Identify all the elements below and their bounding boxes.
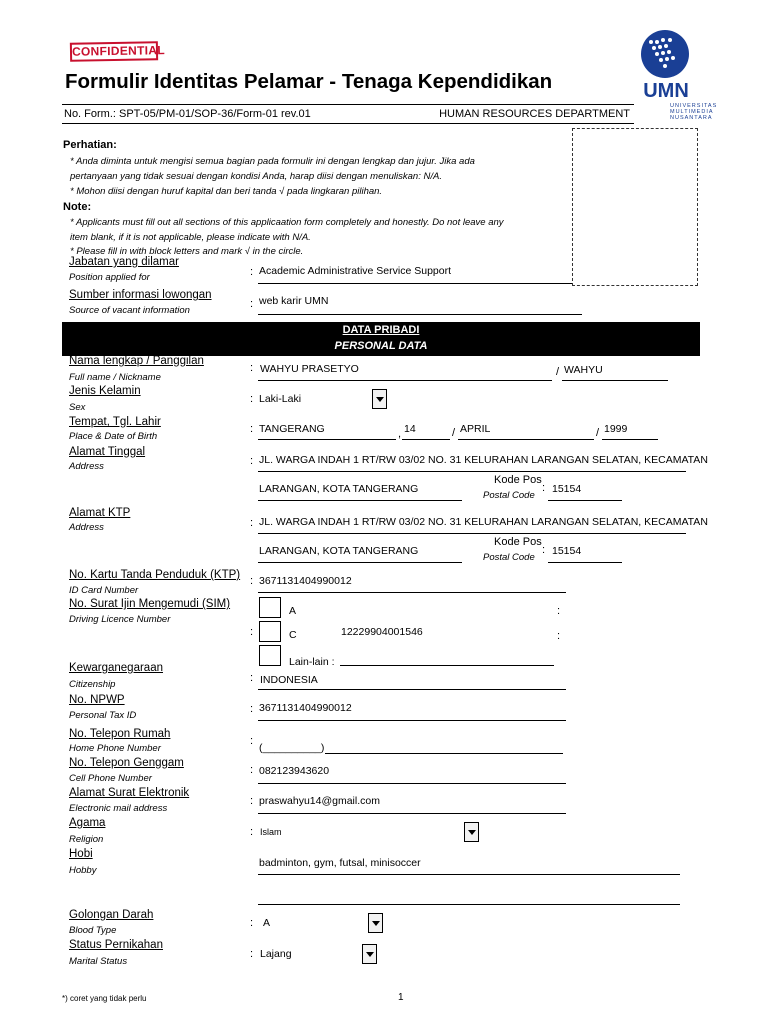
colon: :	[250, 266, 254, 278]
colon: :	[250, 626, 254, 638]
colon: :	[250, 393, 254, 405]
colon: :	[250, 917, 254, 929]
underline	[258, 500, 462, 501]
colon: :	[542, 482, 546, 494]
ktp-address-line1-value[interactable]: JL. WARGA INDAH 1 RT/RW 03/02 NO. 31 KELURAHAN LARANGAN SELATAN, KECAMATAN	[259, 516, 708, 528]
colon: :	[250, 764, 254, 776]
position-label: Jabatan yang dilamar	[69, 256, 179, 268]
blood-type-dropdown[interactable]	[368, 913, 383, 933]
colon: :	[557, 630, 561, 642]
umn-logo-icon	[641, 30, 689, 78]
source-label: Sumber informasi lowongan	[69, 289, 212, 301]
sim-other-checkbox[interactable]	[259, 645, 281, 666]
sim-sublabel: Driving Licence Number	[69, 614, 171, 625]
postal-code-label: Kode Pos	[494, 536, 542, 548]
colon: :	[250, 826, 254, 838]
colon: :	[250, 575, 254, 587]
postal-code-sublabel: Postal Code	[483, 552, 535, 563]
citizenship-value[interactable]: INDONESIA	[260, 674, 318, 686]
underline	[258, 592, 566, 593]
home-phone-value[interactable]: (__________)	[259, 742, 325, 754]
underline	[258, 904, 680, 905]
citizenship-sublabel: Citizenship	[69, 679, 116, 690]
npwp-value[interactable]: 3671131404990012	[259, 702, 352, 714]
cell-phone-sublabel: Cell Phone Number	[69, 773, 152, 784]
marital-status-dropdown[interactable]	[362, 944, 377, 964]
perhatian-title: Perhatian:	[63, 139, 117, 151]
sex-value: Laki-Laki	[259, 393, 302, 405]
confidential-stamp: CONFIDENTIAL	[70, 41, 158, 62]
underline	[258, 471, 686, 472]
underline	[258, 720, 566, 721]
underline	[258, 314, 582, 315]
section-header-personal-data	[62, 322, 700, 356]
colon: :	[250, 703, 254, 715]
note-line: item blank, if it is not applicable, please indicate with N/A.	[70, 232, 311, 243]
form-number-bar	[62, 104, 634, 124]
footer-note: *) coret yang tidak perlu	[62, 994, 147, 1003]
religion-dropdown[interactable]	[464, 822, 479, 842]
underline	[548, 500, 622, 501]
underline	[258, 439, 396, 440]
section-subtitle: PERSONAL DATA	[334, 340, 428, 352]
umn-logo-subtitle: UNIVERSITAS MULTIMEDIA NUSANTARA	[670, 103, 718, 121]
sim-label: No. Surat Ijin Mengemudi (SIM)	[69, 598, 231, 610]
ktp-label: No. Kartu Tanda Penduduk (KTP)	[69, 569, 241, 581]
umn-logo-text: UMN	[643, 80, 689, 102]
postal-code-label: Kode Pos	[494, 474, 542, 486]
section-title: DATA PRIBADI	[342, 324, 420, 336]
slash: /	[556, 366, 560, 378]
page-number: 1	[398, 992, 404, 1003]
address-label: Alamat Tinggal	[69, 446, 146, 458]
address-line1-value[interactable]: JL. WARGA INDAH 1 RT/RW 03/02 NO. 31 KELURAHAN LARANGAN SELATAN, KECAMATAN	[259, 454, 708, 466]
perhatian-line: * Anda diminta untuk mengisi semua bagian pada formulir ini dengan lengkap dan jujur. Jika ada	[70, 156, 475, 167]
colon: :	[250, 423, 254, 435]
name-sublabel: Full name / Nickname	[69, 372, 161, 383]
birth-year-value[interactable]: 1999	[604, 423, 628, 435]
marital-status-value: Lajang	[260, 948, 292, 960]
position-sublabel: Position applied for	[69, 272, 150, 283]
cell-phone-value[interactable]: 082123943620	[259, 765, 330, 777]
colon: :	[250, 455, 254, 467]
comma: ,	[398, 428, 402, 440]
underline	[258, 380, 552, 381]
sim-c-checkbox[interactable]	[259, 621, 281, 642]
sim-other-label: Lain-lain :	[289, 656, 335, 668]
blood-type-value: A	[263, 917, 271, 929]
colon: :	[557, 605, 561, 617]
cell-phone-label: No. Telepon Genggam	[69, 757, 184, 769]
colon: :	[542, 544, 546, 556]
slash: /	[452, 427, 456, 439]
hobby-sublabel: Hobby	[69, 865, 97, 876]
address-sublabel: Address	[69, 461, 104, 472]
sim-c-label: C	[289, 629, 297, 641]
blood-type-label: Golongan Darah	[69, 909, 154, 921]
marital-status-label: Status Pernikahan	[69, 939, 163, 951]
underline	[548, 562, 622, 563]
underline	[340, 665, 554, 666]
sim-a-label: A	[289, 605, 297, 617]
birth-day-value[interactable]: 14	[404, 423, 416, 435]
note-title: Note:	[63, 201, 92, 213]
slash: /	[596, 427, 600, 439]
full-name-value[interactable]: WAHYU PRASETYO	[260, 363, 359, 375]
underline	[258, 283, 572, 284]
photo-placeholder[interactable]	[572, 128, 698, 286]
ktp-sublabel: ID Card Number	[69, 585, 139, 596]
email-label: Alamat Surat Elektronik	[69, 787, 190, 799]
ktp-address-sublabel: Address	[69, 522, 104, 533]
npwp-sublabel: Personal Tax ID	[69, 710, 137, 721]
birth-place-value[interactable]: TANGERANG	[259, 423, 325, 435]
perhatian-line: pertanyaan yang tidak sesuai dengan kondisi Anda, harap diisi dengan menuliskan: N/A.	[70, 171, 442, 182]
department-name: HUMAN RESOURCES DEPARTMENT	[439, 108, 630, 120]
page-title: Formulir Identitas Pelamar - Tenaga Kependidikan	[65, 70, 553, 93]
home-phone-label: No. Telepon Rumah	[69, 728, 171, 740]
position-value[interactable]: Academic Administrative Service Support	[259, 265, 451, 277]
colon: :	[250, 795, 254, 807]
citizenship-label: Kewarganegaraan	[69, 662, 163, 674]
religion-value: Islam	[260, 827, 282, 837]
source-sublabel: Source of vacant information	[69, 305, 190, 316]
underline	[402, 439, 450, 440]
birth-sublabel: Place & Date of Birth	[69, 431, 158, 442]
address-line2-value[interactable]: LARANGAN, KOTA TANGERANG	[259, 483, 419, 495]
underline	[258, 689, 566, 690]
underline	[458, 439, 594, 440]
marital-status-sublabel: Marital Status	[69, 956, 128, 967]
underline	[258, 783, 566, 784]
blood-type-sublabel: Blood Type	[69, 925, 117, 936]
underline	[258, 562, 462, 563]
colon: :	[250, 517, 254, 529]
perhatian-line: * Mohon diisi dengan huruf kapital dan beri tanda √ pada lingkaran pilihan.	[70, 186, 383, 197]
ktp-postal-code-value[interactable]: 15154	[552, 545, 582, 557]
religion-label: Agama	[69, 817, 106, 829]
hobby-label: Hobi	[69, 848, 93, 860]
email-sublabel: Electronic mail address	[69, 803, 168, 814]
ktp-address-line2-value[interactable]: LARANGAN, KOTA TANGERANG	[259, 545, 419, 557]
note-line: * Applicants must fill out all sections of this applicaation form completely and honestly. Do not leave any	[70, 217, 504, 228]
colon: :	[250, 735, 254, 747]
form-number: No. Form.: SPT-05/PM-01/SOP-36/Form-01 rev.01	[64, 108, 311, 120]
underline	[258, 533, 686, 534]
colon: :	[250, 362, 254, 374]
sim-a-checkbox[interactable]	[259, 597, 281, 618]
underline	[258, 874, 680, 875]
hobby-value[interactable]: badminton, gym, futsal, minisoccer	[259, 857, 421, 869]
underline	[258, 813, 566, 814]
underline	[562, 380, 668, 381]
sex-label: Jenis Kelamin	[69, 385, 141, 397]
source-value[interactable]: web karir UMN	[259, 295, 329, 307]
birth-label: Tempat, Tgl. Lahir	[69, 416, 161, 428]
sex-dropdown[interactable]	[372, 389, 387, 409]
colon: :	[250, 672, 254, 684]
colon: :	[250, 948, 254, 960]
npwp-label: No. NPWP	[69, 694, 125, 706]
note-line: * Please fill in with block letters and mark √ in the circle.	[70, 246, 304, 257]
birth-month-value[interactable]: APRIL	[460, 423, 491, 435]
home-phone-sublabel: Home Phone Number	[69, 743, 161, 754]
postal-code-value[interactable]: 15154	[552, 483, 582, 495]
sim-c-value[interactable]: 12229904001546	[341, 626, 423, 638]
name-label: Nama lengkap / Panggilan	[69, 355, 204, 367]
underline	[602, 439, 658, 440]
ktp-value[interactable]: 3671131404990012	[259, 575, 352, 587]
religion-sublabel: Religion	[69, 834, 104, 845]
postal-code-sublabel: Postal Code	[483, 490, 535, 501]
ktp-address-label: Alamat KTP	[69, 507, 131, 519]
sex-sublabel: Sex	[69, 402, 86, 413]
email-value[interactable]: praswahyu14@gmail.com	[259, 795, 380, 807]
underline	[325, 753, 563, 754]
colon: :	[250, 298, 254, 310]
nickname-value[interactable]: WAHYU	[564, 364, 603, 376]
